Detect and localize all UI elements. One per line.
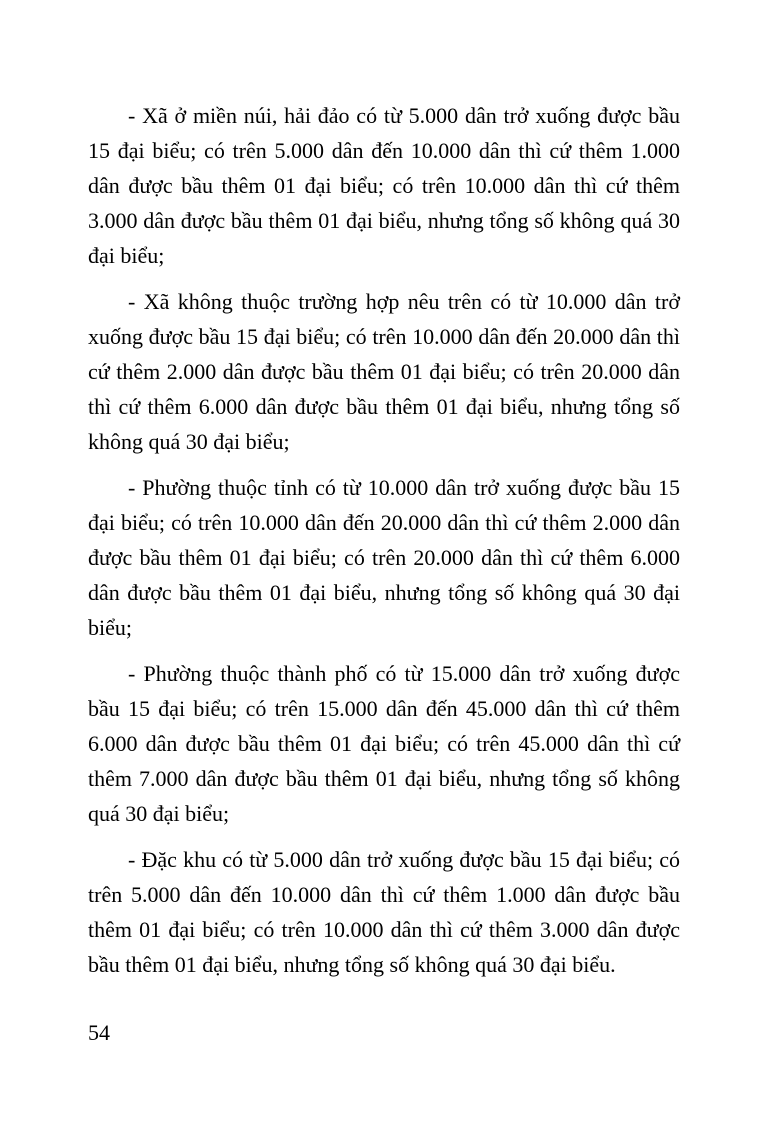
text-block: [88, 98, 680, 993]
paragraph-special-zone: - Đặc khu có từ 5.000 dân trở xuống được bầu 15 đại biểu; có trên 5.000 dân đến 10.000 dân thì cứ thêm 1.000 dân được bầu thêm 01 đại biểu; có trên 10.000 dân thì cứ thêm 3.000 dân được bầu thêm 01 đại biểu, nhưng tổng số không quá 30 đại biểu.: [88, 847, 680, 977]
paragraph-other-commune: - Xã không thuộc trường hợp nêu trên có từ 10.000 dân trở xuống được bầu 15 đại biểu; có trên 10.000 dân đến 20.000 dân thì cứ thêm 2.000 dân được bầu thêm 01 đại biểu; có trên 20.000 dân thì cứ thêm 6.000 dân được bầu thêm 01 đại biểu, nhưng tổng số không quá 30 đại biểu;: [88, 289, 680, 454]
paragraph-ward-of-province: - Phường thuộc tỉnh có từ 10.000 dân trở xuống được bầu 15 đại biểu; có trên 10.000 dân đến 20.000 dân thì cứ thêm 2.000 dân được bầu thêm 01 đại biểu; có trên 20.000 dân thì cứ thêm 6.000 dân được bầu thêm 01 đại biểu, nhưng tổng số không quá 30 đại biểu;: [88, 475, 680, 640]
page-number: 54: [88, 1020, 110, 1045]
paragraph-ward-of-city: - Phường thuộc thành phố có từ 15.000 dân trở xuống được bầu 15 đại biểu; có trên 15.000 dân đến 45.000 dân thì cứ thêm 6.000 dân được bầu thêm 01 đại biểu; có trên 45.000 dân thì cứ thêm 7.000 dân được bầu thêm 01 đại biểu, nhưng tổng số không quá 30 đại biểu;: [88, 661, 680, 826]
paragraph-mountain-island-commune: - Xã ở miền núi, hải đảo có từ 5.000 dân trở xuống được bầu 15 đại biểu; có trên 5.000 dân đến 10.000 dân thì cứ thêm 1.000 dân được bầu thêm 01 đại biểu; có trên 10.000 dân thì cứ thêm 3.000 dân được bầu thêm 01 đại biểu, nhưng tổng số không quá 30 đại biểu;: [88, 103, 680, 268]
